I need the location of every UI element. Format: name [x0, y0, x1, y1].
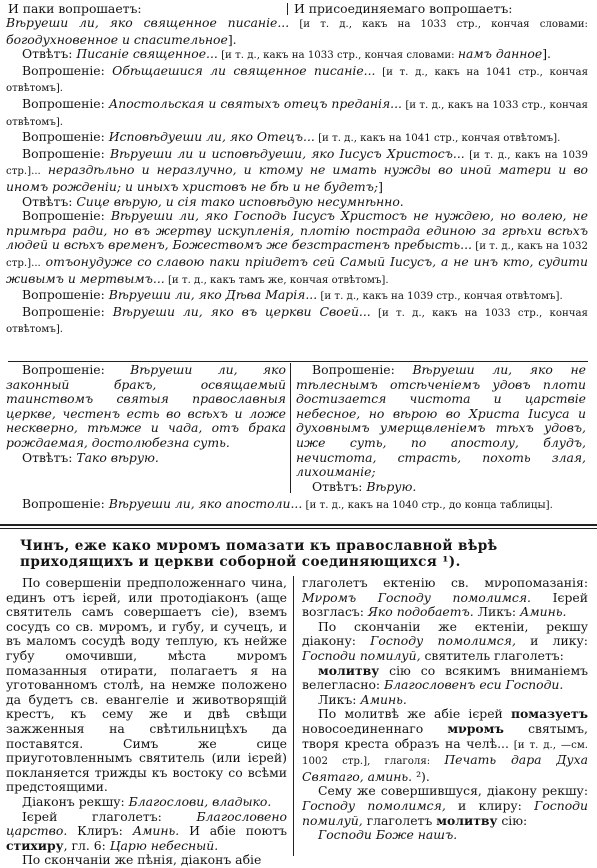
- rite-italic: Господу помолимся,: [302, 797, 446, 813]
- footnote-mark: ²).: [412, 768, 430, 784]
- rite-italic: Яко подобаетъ.: [367, 604, 474, 620]
- rite-italic: Печать дара Духа Святаго, аминь.: [302, 752, 588, 784]
- qa-item: [6, 130, 588, 147]
- rite-paragraph: [6, 810, 287, 854]
- rite-note: [и т. д., —см. 1002 стр.], глаголя:: [302, 739, 588, 768]
- qa-tail: намъ данное: [457, 46, 543, 62]
- rite-text: и клиру:: [445, 797, 535, 813]
- rite-text: святымъ, творя креста образъ на челѣ...: [302, 720, 588, 751]
- rite-text: , гл. 6:: [63, 837, 110, 853]
- qa-tag: Вопрошеніе:: [22, 287, 109, 303]
- qa-note: [и т. д., какъ на 1032 стр.]...: [6, 241, 588, 269]
- qa-question: Обѣщаешися ли священное писаніе...: [112, 62, 376, 78]
- rite-text: глаголетъ ектенію св. мνропомазанія:: [302, 575, 588, 590]
- qa-tail-end: ]: [378, 178, 383, 194]
- rite-paragraph: По скончаніи же пѣнія, діаконъ абіе: [22, 852, 262, 868]
- rite-text: Ієрей глаголетъ:: [22, 808, 197, 824]
- section-rule-top: [0, 524, 597, 526]
- last-question: [6, 497, 588, 514]
- qa-question: Вѣруеши ли и исповѣдуеши, яко Іисусъ Христосъ...: [109, 145, 465, 161]
- rite-paragraph: По совершеніи предположеннаго чина, единъ отъ ієрей, или протодіаконъ (аще святитель самъ совершаетъ сіе), вземъ сосудъ со св. мνромъ, и губу, и сучецъ, и въ маломъ сосудѣ воду теплую, къ нейже губу омочивши, мѣста мνромъ помазанныя отирати, полагаетъ я на уготованномъ столѣ, на немже положено да будетъ св. евангеліе и животворящій крестъ, къ сему же и двѣ свѣщи зажженныя на свѣтильницѣхъ да поставятся. Симъ же сице приуготовленнымъ святитель (или ієрей) покланяется трижды къ востоку со всѣми предстоящими.: [6, 575, 287, 795]
- rite-italic: Благослови, владыко.: [128, 793, 272, 809]
- header-right-text: И присоединяемаго вопрошаетъ:: [294, 1, 513, 16]
- qa-question: Вѣруеши ли, яко священное писаніе...: [6, 15, 290, 30]
- qa-tag: Вопрошеніе:: [22, 62, 113, 78]
- rite-text: Ликъ:: [318, 691, 361, 707]
- qa-note: [и т. д., какъ на 1040 стр., до конца таблицы].: [302, 500, 553, 511]
- rite-paragraph: [302, 620, 588, 664]
- split-left-tag: Вопрошеніе:: [22, 362, 131, 377]
- split-right-text: Вѣруеши ли, яко не тѣлеснымъ отсѣченіемъ удовъ плоти достизается чистота и царствіе небесное, но вѣрою во Христа Іисуса и духовнымъ умерщвленіемъ тѣхъ удовъ, иже суть, по апостолу, блудъ, нечистота, страсть, похоть злая, лихоиманіе;: [296, 362, 586, 480]
- rite-italic: Господи Боже нашъ.: [318, 827, 458, 843]
- rite-italic: Господи помилуй,: [302, 797, 588, 828]
- rite-text: сію со всякимъ вниманіемъ велегласно:: [302, 662, 588, 693]
- rite-text: Клиръ:: [67, 823, 133, 839]
- rite-bold: помазуетъ: [510, 706, 588, 722]
- qa-item: [6, 288, 588, 305]
- qa-tag: Вопрошеніе:: [22, 129, 109, 145]
- rite-bold: молитву: [436, 812, 498, 828]
- qa-tail: нераздѣльно и неразлучно, и ктому не имать нужды во иной матери и во иномъ рожденіи; и иныхъ христовъ не бѣ и не будетъ;: [6, 162, 588, 194]
- split-right-question: [296, 363, 586, 480]
- rite-text: И абіе поютъ: [179, 823, 287, 839]
- qa-note: [и т. д., какъ на 1033 стр., кончая словами:: [217, 50, 458, 62]
- rite-text: По скончаніи же ектеніи, рекшу діакону:: [302, 618, 588, 649]
- rite-paragraph: [302, 828, 588, 843]
- qa-tail-end: ].: [227, 31, 237, 47]
- qa-question: Апостольская и святыхъ отецъ преданія...: [108, 95, 402, 111]
- rite-paragraph: [302, 693, 588, 708]
- qa-item: [6, 47, 588, 64]
- split-left: [6, 363, 286, 465]
- rite-text: сію:: [497, 812, 528, 828]
- rite-italic: Благословенъ еси Господи.: [384, 677, 564, 693]
- rite-italic: Господу помолимся,: [370, 633, 516, 649]
- rite-italic: Господи помилуй,: [302, 647, 421, 663]
- rite-paragraph: [6, 795, 287, 810]
- rite-italic: Аминь.: [519, 604, 567, 620]
- qa-note: [и т. д., какъ на 1039 стр.]...: [6, 149, 588, 178]
- qa-question: Вѣруеши ли, яко апостоли...: [108, 496, 303, 511]
- rite-text: Діаконъ рекшу:: [22, 793, 129, 809]
- split-left-text: Вѣруеши ли, яко законный бракъ, освящаемый таинствомъ святыя православныя церкве, честенъ есть во всѣхъ и ложе нескверно, тѣмже и чада, отъ брака рождаемая, достолюбезна суть.: [6, 362, 286, 450]
- qa-note: [и т. д., какъ на 1041 стр., кончая отвѣтомъ].: [6, 66, 588, 95]
- split-right-tag: Вопрошеніе:: [312, 362, 413, 377]
- qa-block: [6, 16, 588, 338]
- rite-italic: Благословено царство.: [6, 808, 287, 839]
- qa-item: [6, 305, 588, 338]
- rite-italic: Мνромъ Господу помолимся.: [302, 589, 531, 605]
- qa-item: [6, 16, 588, 47]
- header-right: [294, 2, 584, 17]
- rite-bold: мνромъ: [447, 720, 504, 736]
- rite-bold: молитву: [318, 662, 380, 678]
- rite-text: глаголетъ: [362, 812, 437, 828]
- rite-italic: Аминь.: [132, 823, 180, 839]
- qa-tag: Отвѣтъ:: [22, 46, 77, 62]
- rite-title-text: Чинъ, еже како мνромъ помазати къ православной вѣрѣ приходящихъ и церкви соборной соединяющихся ¹).: [20, 538, 498, 570]
- split-left-answer-tag: Отвѣтъ:: [22, 449, 77, 465]
- split-right-answer-tag: Отвѣтъ:: [312, 478, 367, 494]
- qa-item: [6, 209, 588, 288]
- qa-note: [и т. д., какъ на 1039 стр., кончая отвѣтомъ].: [317, 291, 563, 303]
- header-left-text: И паки вопрошаетъ:: [8, 1, 142, 16]
- qa-question: Вѣруеши ли, яко въ церкви Своей...: [112, 303, 371, 319]
- split-left-answer-text: Тако вѣрую.: [76, 449, 159, 465]
- qa-item: [6, 147, 588, 195]
- split-right-answer: [296, 480, 586, 495]
- rite-text: Ієрей возгласъ:: [302, 589, 588, 620]
- qa-tail: богодухновенное и спасительное: [6, 31, 228, 47]
- rite-italic: Аминь.: [360, 691, 407, 707]
- rite-left-column: [6, 576, 287, 868]
- qa-tail: отъонудуже со славою паки пріидетъ сей Самый Іисусъ, а не инъ кто, судити живымъ и мертвымъ...: [6, 253, 588, 286]
- rite-text: и лику:: [515, 633, 588, 649]
- qa-tag: Вопрошеніе:: [22, 496, 109, 511]
- split-left-answer: [6, 451, 286, 466]
- section-rule-bottom: [0, 528, 597, 529]
- rite-bold: стихиру: [6, 837, 64, 853]
- qa-tag: Вопрошеніе:: [22, 303, 113, 319]
- qa-note: [и т. д., какъ на 1041 стр., кончая отвѣтомъ].: [314, 133, 561, 145]
- qa-item: [6, 97, 588, 130]
- header-divider: [287, 3, 288, 15]
- qa-item: [6, 195, 588, 210]
- qa-tag: Вопрошеніе:: [22, 208, 111, 224]
- qa-item: [6, 64, 588, 97]
- rite-text: Ликъ:: [473, 604, 520, 620]
- rite-text: По молитвѣ же абіе ієрей: [318, 706, 511, 722]
- qa-question: Писаніе священное...: [76, 46, 218, 62]
- rite-text: Сему же совершившуся, діакону рекшу:: [318, 783, 588, 799]
- rite-paragraph: [302, 784, 588, 828]
- qa-note: [и т. д., какъ на 1033 стр., кончая отвѣтомъ].: [6, 307, 588, 336]
- qa-question: Вѣруеши ли, яко Господь Іисусъ Христосъ не нуждею, но волею, не примѣра ради, но въ жертву искупленія, плотію пострада единою за грѣхи всѣхъ людей и всѣхъ временъ, Божествомъ же безстрастенъ пребысть...: [6, 208, 588, 253]
- rite-right-column: [302, 576, 588, 843]
- qa-tail-end: ].: [542, 46, 551, 62]
- rite-paragraph: [302, 576, 588, 620]
- qa-question: Исповѣдуеши ли, яко Отецъ...: [108, 129, 315, 145]
- split-left-question: [6, 363, 286, 451]
- rite-text: новосоединеннаго: [302, 720, 448, 736]
- rite-title: [20, 538, 580, 570]
- split-divider: [290, 363, 291, 493]
- rite-text: святитель глаголетъ:: [420, 647, 564, 663]
- qa-note: [и т. д., какъ на 1033 стр., кончая отвѣтомъ].: [6, 99, 588, 128]
- qa-note: [и т. д., какъ на 1033 стр., кончая словами:: [289, 19, 588, 30]
- split-right-answer-text: Вѣрую.: [366, 478, 417, 494]
- qa-tag: Вопрошеніе:: [22, 145, 110, 161]
- qa-question: Сице вѣрую, и сія тако исповѣдую несумнѣнно.: [76, 193, 404, 209]
- qa-tag: Вопрошеніе:: [22, 95, 109, 111]
- qa-question: Вѣруеши ли, яко Дѣва Марія...: [108, 287, 318, 303]
- qa-tag: Отвѣтъ:: [22, 193, 77, 209]
- rite-paragraph: [302, 707, 588, 784]
- rite-paragraph: [302, 664, 588, 693]
- rite-italic: Царю небесный.: [109, 837, 219, 853]
- qa-tail-end: [и т. д., какъ тамъ же, кончая отвѣтомъ].: [164, 274, 389, 286]
- qa-item: [6, 497, 588, 514]
- split-right: [296, 363, 586, 494]
- rite-column-divider: [293, 576, 294, 856]
